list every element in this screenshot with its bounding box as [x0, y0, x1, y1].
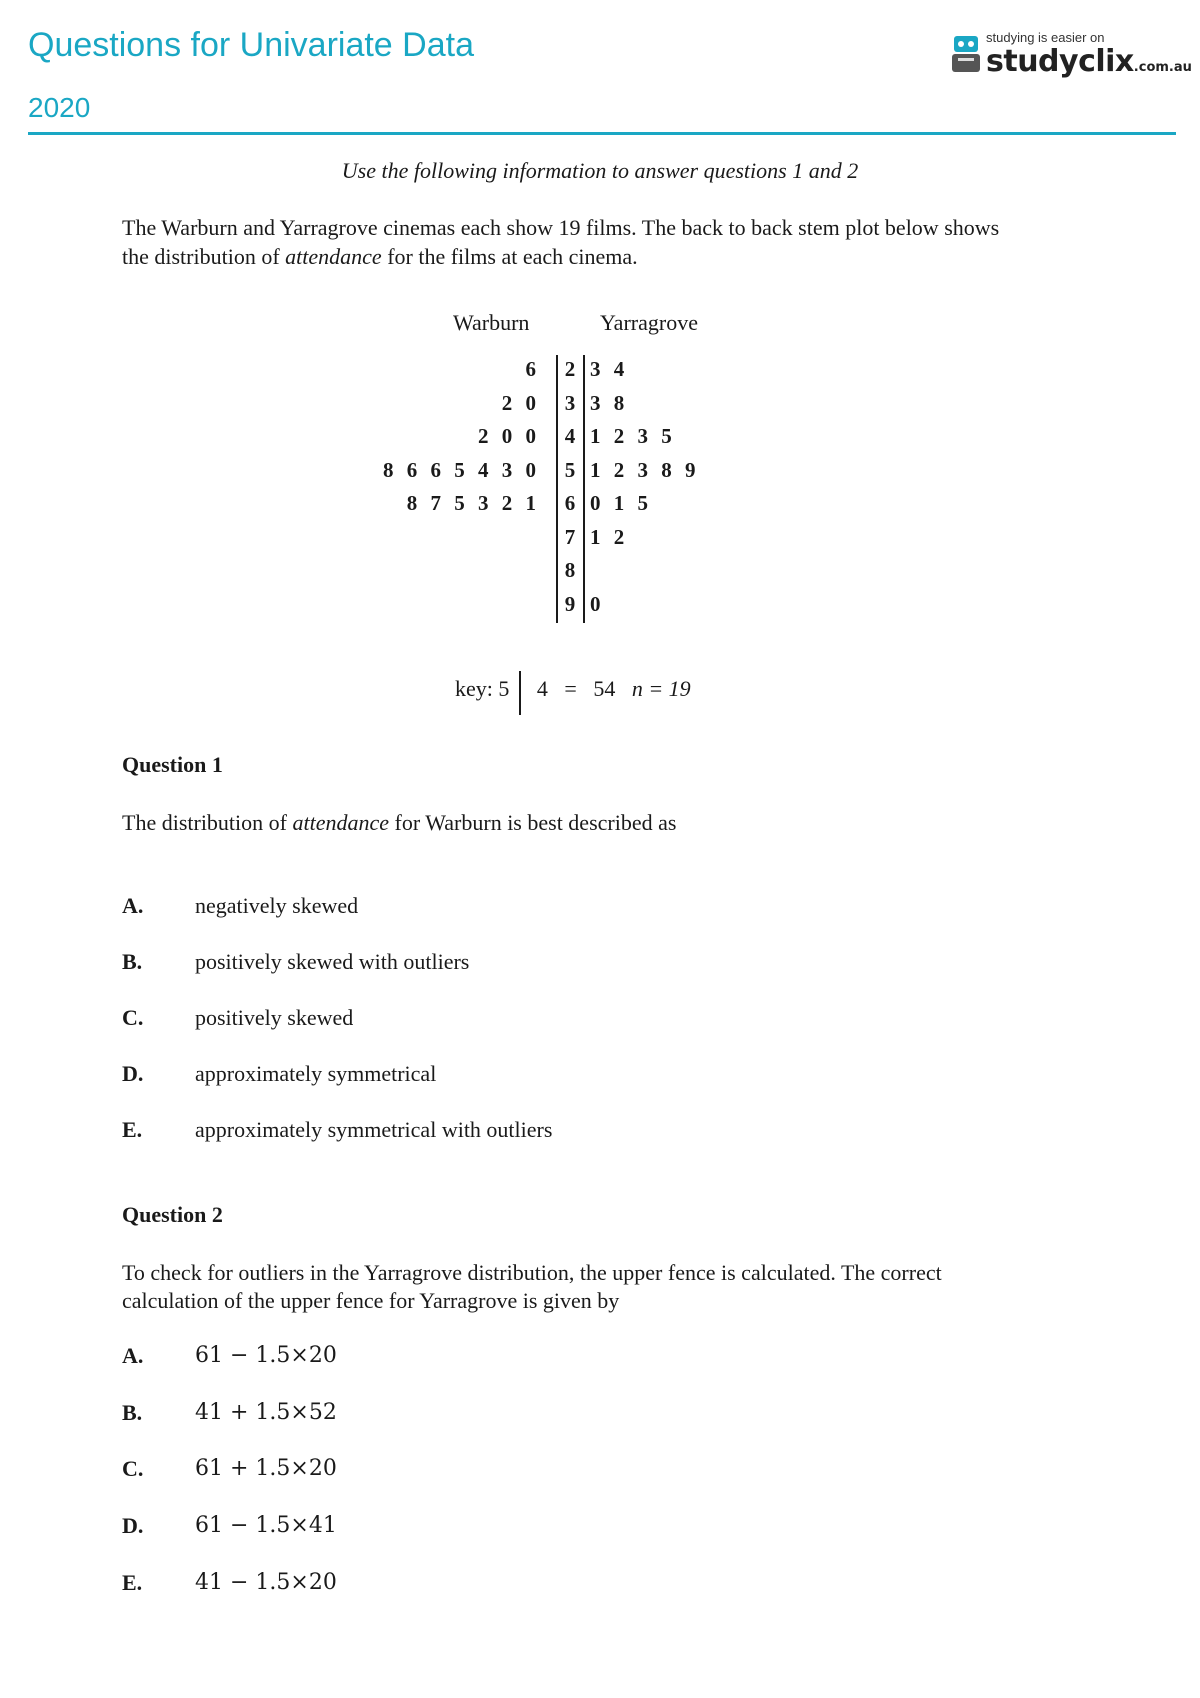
q2-option-a-text[interactable]: 61 − 1.5×20: [195, 1343, 337, 1368]
warburn-leaves-row: 8 6 6 5 4 3 0: [383, 457, 540, 482]
logo-domain: .com.au: [1133, 60, 1192, 75]
warburn-leaves-row: 2 0: [501, 390, 540, 415]
studyclix-logo: [950, 30, 1192, 85]
yarragrove-leaves-row: 1 2 3 5: [590, 424, 676, 448]
warburn-leaves-row: 6: [525, 357, 540, 381]
yarragrove-leaves-row: 1 2 3 8 9: [590, 457, 700, 482]
stem-value: 5: [564, 457, 576, 482]
yarragrove-leaves-row: 0: [590, 591, 605, 616]
stem-divider-left: [556, 355, 558, 623]
key-equals: =: [564, 676, 577, 701]
key-leaf: 4: [536, 676, 548, 701]
header-divider: [28, 132, 1176, 135]
question-1-stem: [122, 808, 1122, 837]
yarragrove-leaves-row: 3 4: [590, 357, 629, 381]
stem-value: 8: [564, 558, 576, 582]
key-value: 54: [593, 676, 616, 701]
question-1-emphasis: attendance: [292, 810, 390, 835]
q2-option-b-text[interactable]: 41 + 1.5×52: [195, 1400, 337, 1425]
yarragrove-leaves-row: 1 2: [590, 524, 629, 549]
question-1-title: Question 1: [122, 752, 223, 777]
q1-option-d-letter: D.: [122, 1061, 144, 1086]
stem-value: 9: [564, 591, 576, 616]
q1-option-a-text[interactable]: negatively skewed: [195, 893, 359, 918]
question-2-line-1: To check for outliers in the Yarragrove distribution, the upper fence is calculated. The correct: [122, 1260, 942, 1285]
q2-option-b-letter: B.: [122, 1400, 143, 1425]
stem-divider-right: [583, 355, 585, 623]
stem-value: 6: [564, 491, 576, 515]
q2-option-d-letter: D.: [122, 1513, 144, 1538]
q1-option-c-text[interactable]: positively skewed: [195, 1005, 354, 1030]
q1-option-c-letter: C.: [122, 1005, 144, 1030]
q2-option-c-text[interactable]: 61 + 1.5×20: [195, 1456, 337, 1481]
page-year: 2020: [28, 92, 91, 123]
question-2-title: Question 2: [122, 1202, 223, 1227]
q2-option-e-letter: E.: [122, 1570, 143, 1595]
q2-option-d-text[interactable]: 61 − 1.5×41: [195, 1513, 337, 1538]
robot-logo-icon: [950, 32, 982, 76]
warburn-leaves-row: 8 7 5 3 2 1: [406, 491, 540, 515]
warburn-leaves-row: 2 0 0: [478, 424, 540, 448]
q2-option-c-letter: C.: [122, 1456, 144, 1481]
yarragrove-leaves-row: 3 8: [590, 390, 629, 415]
q1-option-b-text[interactable]: positively skewed with outliers: [195, 949, 470, 974]
logo-tagline: studying is easier on: [986, 30, 1105, 45]
key-n: n = 19: [631, 676, 691, 701]
logo-brand-name: studyclix: [986, 44, 1134, 79]
q1-option-e-letter: E.: [122, 1117, 143, 1142]
stem-value: 4: [564, 424, 576, 448]
stem-value: 2: [564, 357, 576, 381]
stem-value: 7: [564, 524, 576, 549]
page-title: Questions for Univariate Data: [28, 26, 474, 64]
question-2-line-2: calculation of the upper fence for Yarragrove is given by: [122, 1288, 620, 1313]
yarragrove-leaves-row: 0 1 5: [590, 491, 652, 515]
key-prefix: key: 5: [455, 676, 510, 701]
key-divider: [519, 671, 521, 715]
stem-value: 3: [564, 390, 576, 415]
instructions: Use the following information to answer questions 1 and 2: [341, 158, 859, 183]
intro-text: the distribution of: [122, 244, 286, 269]
intro-line-2: [122, 242, 1122, 271]
q1-option-d-text[interactable]: approximately symmetrical: [195, 1061, 437, 1086]
stem-plot-key: [455, 676, 691, 702]
logo-brand: [986, 44, 1192, 79]
q1-option-e-text[interactable]: approximately symmetrical with outliers: [195, 1117, 553, 1142]
q1-option-a-letter: A.: [122, 893, 144, 918]
intro-text: for the films at each cinema.: [381, 244, 638, 269]
intro-emphasis: attendance: [285, 244, 382, 269]
question-1-text: for Warburn is best described as: [389, 810, 677, 835]
yarragrove-label: Yarragrove: [600, 310, 698, 335]
q1-option-b-letter: B.: [122, 949, 143, 974]
intro-line-1: The Warburn and Yarragrove cinemas each show 19 films. The back to back stem plot below shows: [122, 215, 1000, 240]
q2-option-e-text[interactable]: 41 − 1.5×20: [195, 1570, 337, 1595]
q2-option-a-letter: A.: [122, 1343, 144, 1368]
warburn-label: Warburn: [453, 310, 530, 335]
question-1-text: The distribution of: [122, 810, 293, 835]
